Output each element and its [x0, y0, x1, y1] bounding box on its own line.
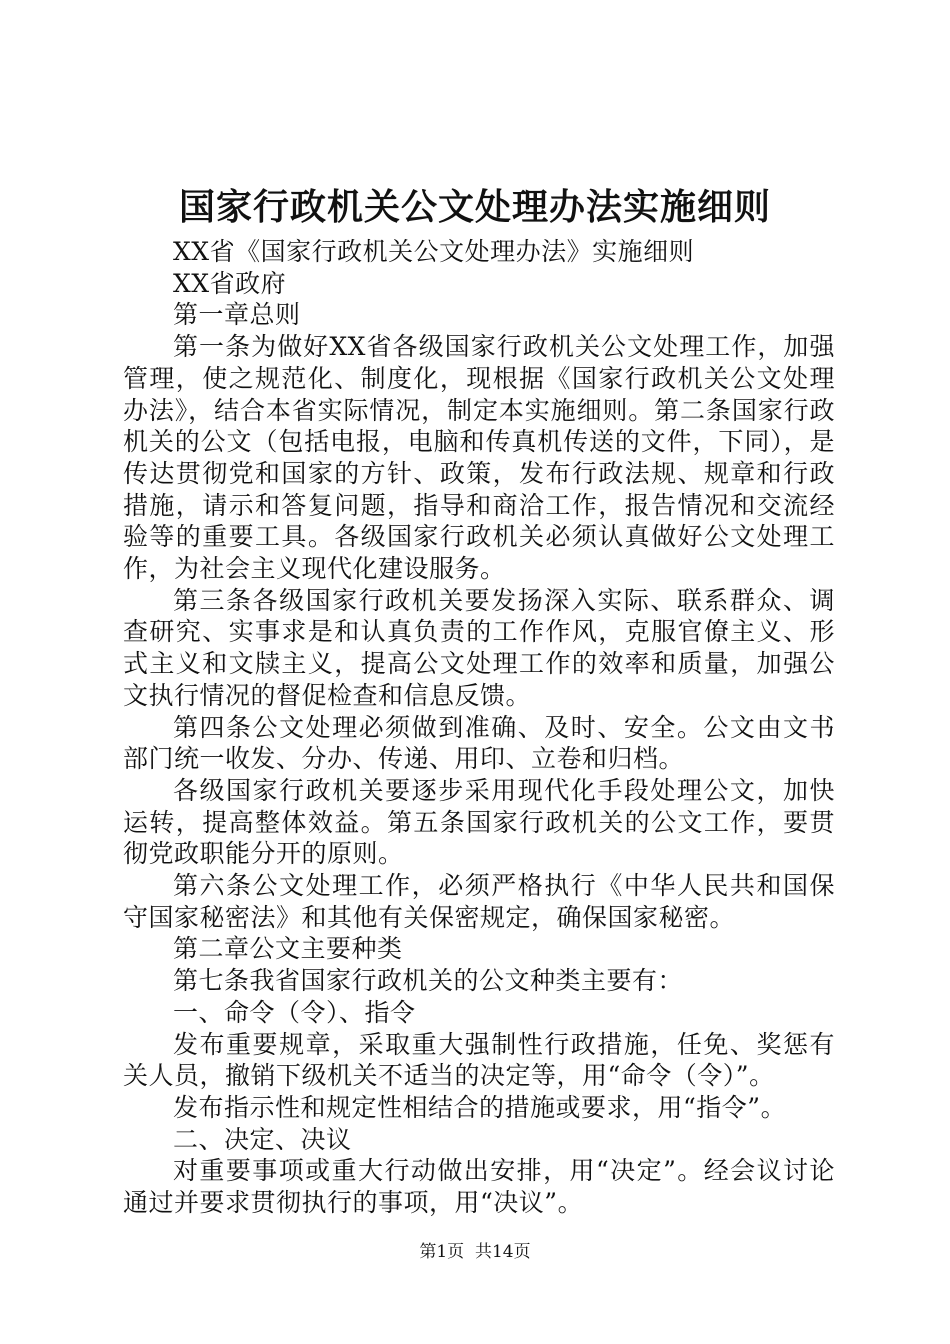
paragraph: 第三条各级国家行政机关要发扬深入实际、联系群众、调查研究、实事求是和认真负责的工作作风，克服官僚主义、形式主义和文牍主义，提高公文处理工作的效率和质量，加强公文执行情况的督促检查和信息反馈。 — [123, 585, 835, 710]
paragraph-issuer: XX省政府 — [173, 268, 287, 298]
paragraph: 第六条公文处理工作，必须严格执行《中华人民共和国保守国家秘密法》和其他有关保密规定，确保国家秘密。 — [123, 871, 835, 932]
paragraph: 第四条公文处理必须做到准确、及时、安全。公文由文书部门统一收发、分办、传递、用印、立卷和归档。 — [123, 712, 835, 774]
section-heading: 二、决定、决议 — [173, 1124, 352, 1154]
document-body — [123, 236, 835, 1219]
chapter-heading: 第二章公文主要种类 — [173, 934, 403, 964]
paragraph: 对重要事项或重大行动做出安排，用“决定”。经会议讨论通过并要求贯彻执行的事项，用“决议”。 — [123, 1156, 835, 1218]
paragraph: 第七条我省国家行政机关的公文种类主要有： — [173, 966, 684, 996]
paragraph: 发布重要规章，采取重大强制性行政措施，任免、奖惩有关人员，撤销下级机关不适当的决定等，用“命令（令）”。 — [123, 1029, 835, 1091]
paragraph: 第一条为做好XX省各级国家行政机关公文处理工作，加强管理，使之规范化、制度化，现根据《国家行政机关公文处理办法》，结合本省实际情况，制定本实施细则。第二条国家行政机关的公文（包括电报，电脑和传真机传送的文件，下同），是传达贯彻党和国家的方针、政策，发布行政法规、规章和行政措施，请示和答复问题，指导和商洽工作，报告情况和交流经验等的重要工具。各级国家行政机关必须认真做好公文处理工作，为社会主义现代化建设服务。 — [123, 332, 835, 584]
paragraph-subtitle: XX省《国家行政机关公文处理办法》实施细则 — [173, 237, 695, 266]
document-title: 国家行政机关公文处理办法实施细则 — [178, 186, 771, 228]
paragraph: 发布指示性和规定性相结合的措施或要求，用“指令”。 — [173, 1092, 787, 1122]
paragraph: 各级国家行政机关要逐步采用现代化手段处理公文，加快运转，提高整体效益。第五条国家行政机关的公文工作，要贯彻党政职能分开的原则。 — [123, 775, 835, 869]
page-number-footer: 第1页 共14页 — [419, 1242, 531, 1262]
chapter-heading: 第一章总则 — [173, 300, 301, 330]
section-heading: 一、命令（令）、指令 — [173, 997, 416, 1027]
